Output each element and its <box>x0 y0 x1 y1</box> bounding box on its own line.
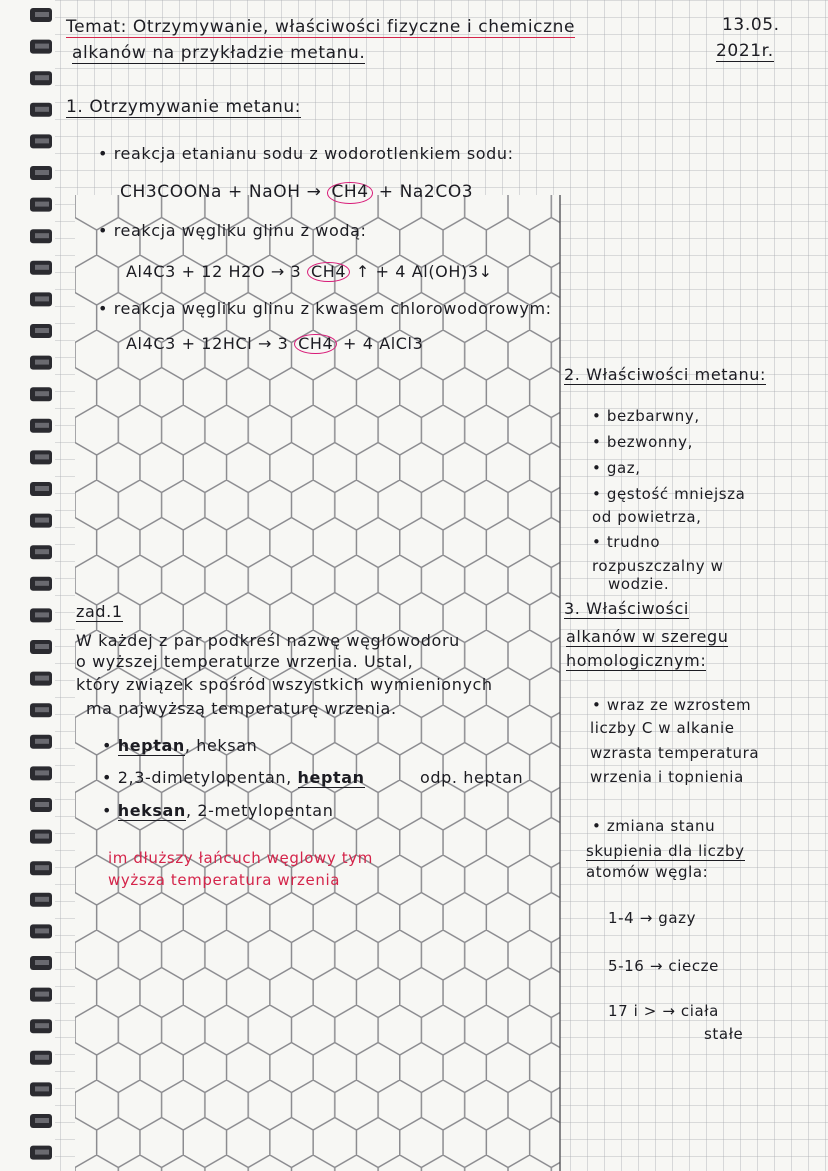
methane-circle: CH4 <box>327 182 372 204</box>
state-text: skupienia dla liczby <box>586 842 745 860</box>
binding-ring-highlight <box>35 644 49 649</box>
binding-ring-highlight <box>35 549 49 554</box>
state-row: stałe <box>704 1025 744 1043</box>
methane-circle: CH4 <box>307 262 350 282</box>
reaction2-equation: Al4C3 + 12 H2O → 3 CH4 ↑ + 4 Al(OH)3↓ <box>126 262 493 281</box>
property-item: • bezbarwny, <box>592 407 700 425</box>
property-item: wodzie. <box>608 575 670 593</box>
binding-ring-highlight <box>35 834 49 839</box>
section3-heading: 3. Właściwości <box>564 599 689 618</box>
property-item: • trudno <box>592 533 661 551</box>
date: 13.05. <box>722 15 780 35</box>
binding-ring-highlight <box>35 770 49 775</box>
pair-item: • heptan, heksan <box>102 736 258 755</box>
binding-ring-highlight <box>35 170 49 175</box>
property-item: • gęstość mniejsza <box>592 485 746 503</box>
binding-ring-highlight <box>35 802 49 807</box>
methane-circle: CH4 <box>294 334 337 354</box>
binding-ring-highlight <box>35 202 49 207</box>
binding-ring-highlight <box>35 1118 49 1123</box>
binding-ring-highlight <box>35 707 49 712</box>
state-text: • zmiana stanu <box>592 817 716 835</box>
state-row: 1-4 → gazy <box>608 909 697 927</box>
binding-ring-highlight <box>35 518 49 523</box>
binding-ring-highlight <box>35 486 49 491</box>
property-item: • gaz, <box>592 459 641 477</box>
property-item: • bezwonny, <box>592 433 693 451</box>
binding-ring-highlight <box>35 138 49 143</box>
page-title: Temat: Otrzymywanie, właściwości fizyczne i chemiczne <box>66 17 576 37</box>
binding-ring-highlight <box>35 1055 49 1060</box>
section2-heading: 2. Właściwości metanu: <box>564 365 767 384</box>
binding-ring-highlight <box>35 265 49 270</box>
trend-text: liczby C w alkanie <box>590 719 735 737</box>
binding-ring-highlight <box>35 1023 49 1028</box>
pair-item: • heksan, 2-metylopentan <box>102 801 334 820</box>
binding-ring-highlight <box>35 360 49 365</box>
binding-ring-highlight <box>35 1086 49 1091</box>
binding-ring-highlight <box>35 328 49 333</box>
binding-ring-highlight <box>35 391 49 396</box>
date-year: 2021r. <box>716 41 774 61</box>
binding-ring-highlight <box>35 75 49 80</box>
binding-ring-highlight <box>35 928 49 933</box>
binding-ring-highlight <box>35 1150 49 1155</box>
reaction2-label: • reakcja węgliku glinu z wodą: <box>98 221 367 240</box>
page-title-continued: alkanów na przykładzie metanu. <box>72 43 366 63</box>
task-label: zad.1 <box>76 602 123 621</box>
state-row: 17 i > → ciała <box>608 1002 719 1020</box>
reaction3-equation: Al4C3 + 12HCl → 3 CH4 + 4 AlCl3 <box>126 334 424 353</box>
task-text: który związek spośród wszystkich wymienionych <box>76 675 493 694</box>
binding-ring-highlight <box>35 865 49 870</box>
state-text: atomów węgla: <box>586 863 709 881</box>
spiral-binding <box>30 8 52 1160</box>
reaction1-equation: CH3COONa + NaOH → CH4 + Na2CO3 <box>120 182 474 202</box>
property-item: od powietrza, <box>592 508 702 526</box>
binding-ring-highlight <box>35 581 49 586</box>
reaction3-label: • reakcja węgliku glinu z kwasem chlorowodorowym: <box>98 299 552 318</box>
task-text: ma najwyższą temperaturę wrzenia. <box>86 699 397 718</box>
trend-text: wzrasta temperatura <box>590 744 760 762</box>
trend-text: wrzenia i topnienia <box>590 768 744 786</box>
binding-ring-highlight <box>35 44 49 49</box>
section3-heading: alkanów w szeregu <box>566 627 729 646</box>
binding-ring-highlight <box>35 12 49 17</box>
binding-ring-highlight <box>35 454 49 459</box>
pair-item: • 2,3-dimetylopentan, heptan <box>102 768 365 787</box>
binding-ring-highlight <box>35 296 49 301</box>
trend-text: • wraz ze wzrostem <box>592 696 752 714</box>
section3-heading: homologicznym: <box>566 651 707 670</box>
task-answer: odp. heptan <box>420 768 524 787</box>
binding-ring-highlight <box>35 739 49 744</box>
binding-ring-highlight <box>35 423 49 428</box>
binding-ring-highlight <box>35 676 49 681</box>
binding-ring-highlight <box>35 233 49 238</box>
section1-heading: 1. Otrzymywanie metanu: <box>66 97 302 117</box>
binding-ring-highlight <box>35 107 49 112</box>
binding-ring-highlight <box>35 992 49 997</box>
property-item: rozpuszczalny w <box>592 557 724 575</box>
task-text: W każdej z par podkreśl nazwę węglowodoru <box>76 631 460 650</box>
binding-ring-highlight <box>35 960 49 965</box>
state-row: 5-16 → ciecze <box>608 957 719 975</box>
binding-ring-highlight <box>35 612 49 617</box>
conclusion-note: wyższa temperatura wrzenia <box>108 871 341 889</box>
reaction1-label: • reakcja etanianu sodu z wodorotlenkiem sodu: <box>98 144 514 163</box>
binding-ring-highlight <box>35 897 49 902</box>
task-text: o wyższej temperaturze wrzenia. Ustal, <box>76 652 414 671</box>
conclusion-note: im dłuższy łańcuch węglowy tym <box>108 849 373 867</box>
